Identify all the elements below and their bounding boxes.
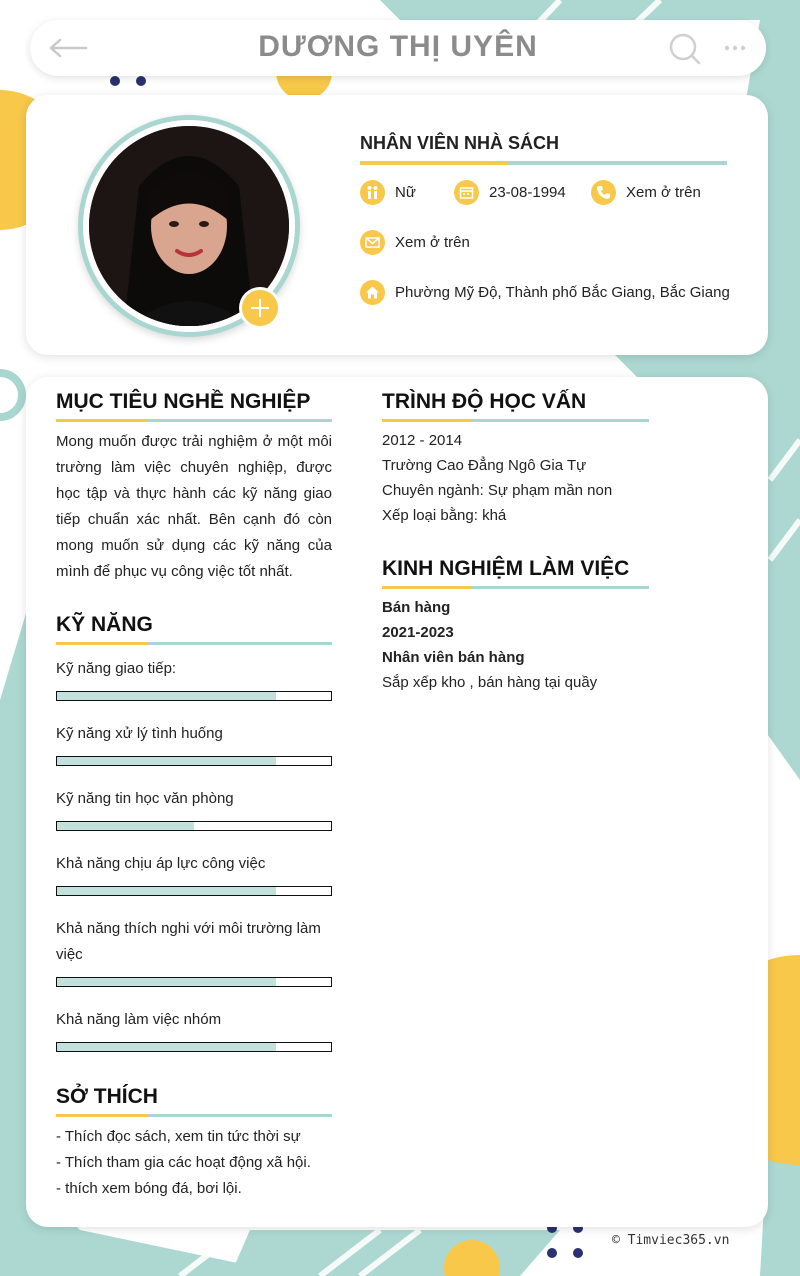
- hobby-item: - Thích đọc sách, xem tin tức thời sự: [56, 1128, 301, 1145]
- email-row: [360, 230, 470, 255]
- birthday-row: [454, 180, 566, 205]
- skill-bar: [56, 756, 332, 766]
- skill-bar-fill: [57, 757, 276, 765]
- hobby-item: - thích xem bóng đá, bơi lội.: [56, 1180, 242, 1197]
- skill-bar-fill: [57, 978, 276, 986]
- objective-title: MỤC TIÊU NGHỀ NGHIỆP: [56, 390, 311, 413]
- phone-value: Xem ở trên: [626, 184, 701, 201]
- skill-label: Kỹ năng giao tiếp:: [56, 660, 177, 677]
- resume-body-card: [26, 377, 768, 1227]
- calendar-icon: [454, 180, 479, 205]
- hobbies-underline: [56, 1114, 332, 1117]
- objective-text: Mong muốn được trải nghiệm ở một môi trường làm việc chuyên nghiệp, được học tập và thực hành các kỹ năng giao tiếp chuẩn xác nhất. Bên cạnh đó còn mong muốn sử dụng các kỹ năng của mình để phục vụ công việc tốt nhất.: [56, 433, 332, 580]
- skill-bar-fill: [57, 1043, 276, 1051]
- experience-description: Sắp xếp kho , bán hàng tại quầy: [382, 674, 598, 691]
- education-underline: [382, 419, 649, 422]
- skill-label: Khả năng làm việc nhóm: [56, 1011, 222, 1028]
- skill-bar-fill: [57, 692, 276, 700]
- add-photo-button[interactable]: [242, 290, 278, 326]
- email-icon: [360, 230, 385, 255]
- phone-row: [591, 180, 701, 205]
- more-options-icon[interactable]: [724, 38, 746, 58]
- education-details: [382, 428, 742, 528]
- education-major: Chuyên ngành: Sự phạm mần non: [382, 482, 613, 499]
- skill-label: Kỹ năng tin học văn phòng: [56, 790, 234, 807]
- skill-bar: [56, 821, 332, 831]
- education-school: Trường Cao Đẳng Ngô Gia Tự: [382, 457, 587, 474]
- skill-bar: [56, 691, 332, 701]
- skills-title: KỸ NĂNG: [56, 613, 153, 636]
- job-title: NHÂN VIÊN NHÀ SÁCH: [360, 133, 560, 153]
- experience-position: Nhân viên bán hàng: [382, 649, 525, 666]
- experience-company: Bán hàng: [382, 599, 451, 616]
- job-title-underline: [360, 161, 727, 165]
- experience-title: KINH NGHIỆM LÀM VIỆC: [382, 557, 630, 580]
- birthday-value: 23-08-1994: [489, 184, 566, 201]
- home-icon: [360, 280, 385, 305]
- experience-period: 2021-2023: [382, 624, 454, 641]
- copyright-footer: © Timviec365.vn: [612, 1233, 730, 1248]
- gender-value: Nữ: [395, 184, 416, 201]
- skill-bar: [56, 886, 332, 896]
- gender-row: [360, 180, 416, 205]
- education-title: TRÌNH ĐỘ HỌC VẤN: [382, 390, 587, 413]
- education-grade: Xếp loại bằng: khá: [382, 507, 507, 524]
- hobbies-title: SỞ THÍCH: [56, 1085, 158, 1108]
- address-row: [360, 280, 730, 305]
- skill-label: Khả năng chịu áp lực công việc: [56, 855, 266, 872]
- hobby-item: - Thích tham gia các hoạt động xã hội.: [56, 1154, 311, 1171]
- candidate-name: DƯƠNG THỊ UYÊN: [258, 30, 538, 63]
- education-period: 2012 - 2014: [382, 432, 463, 449]
- profile-card: [26, 95, 768, 355]
- address-value: Phường Mỹ Độ, Thành phố Bắc Giang, Bắc Giang: [395, 284, 730, 301]
- skills-underline: [56, 642, 332, 645]
- objective-underline: [56, 419, 332, 422]
- skill-bar: [56, 1042, 332, 1052]
- top-bar: [30, 20, 766, 76]
- hobbies-list: [56, 1124, 332, 1202]
- skill-label: Kỹ năng xử lý tình huống: [56, 725, 223, 742]
- skill-bar-fill: [57, 822, 194, 830]
- gender-icon: [360, 180, 385, 205]
- experience-details: [382, 595, 742, 695]
- skill-label: Khả năng thích nghi với môi trường làm việc: [56, 920, 321, 963]
- email-value: Xem ở trên: [395, 234, 470, 251]
- phone-icon: [591, 180, 616, 205]
- search-icon[interactable]: [668, 32, 702, 66]
- skill-bar: [56, 977, 332, 987]
- experience-underline: [382, 586, 649, 589]
- skill-bar-fill: [57, 887, 276, 895]
